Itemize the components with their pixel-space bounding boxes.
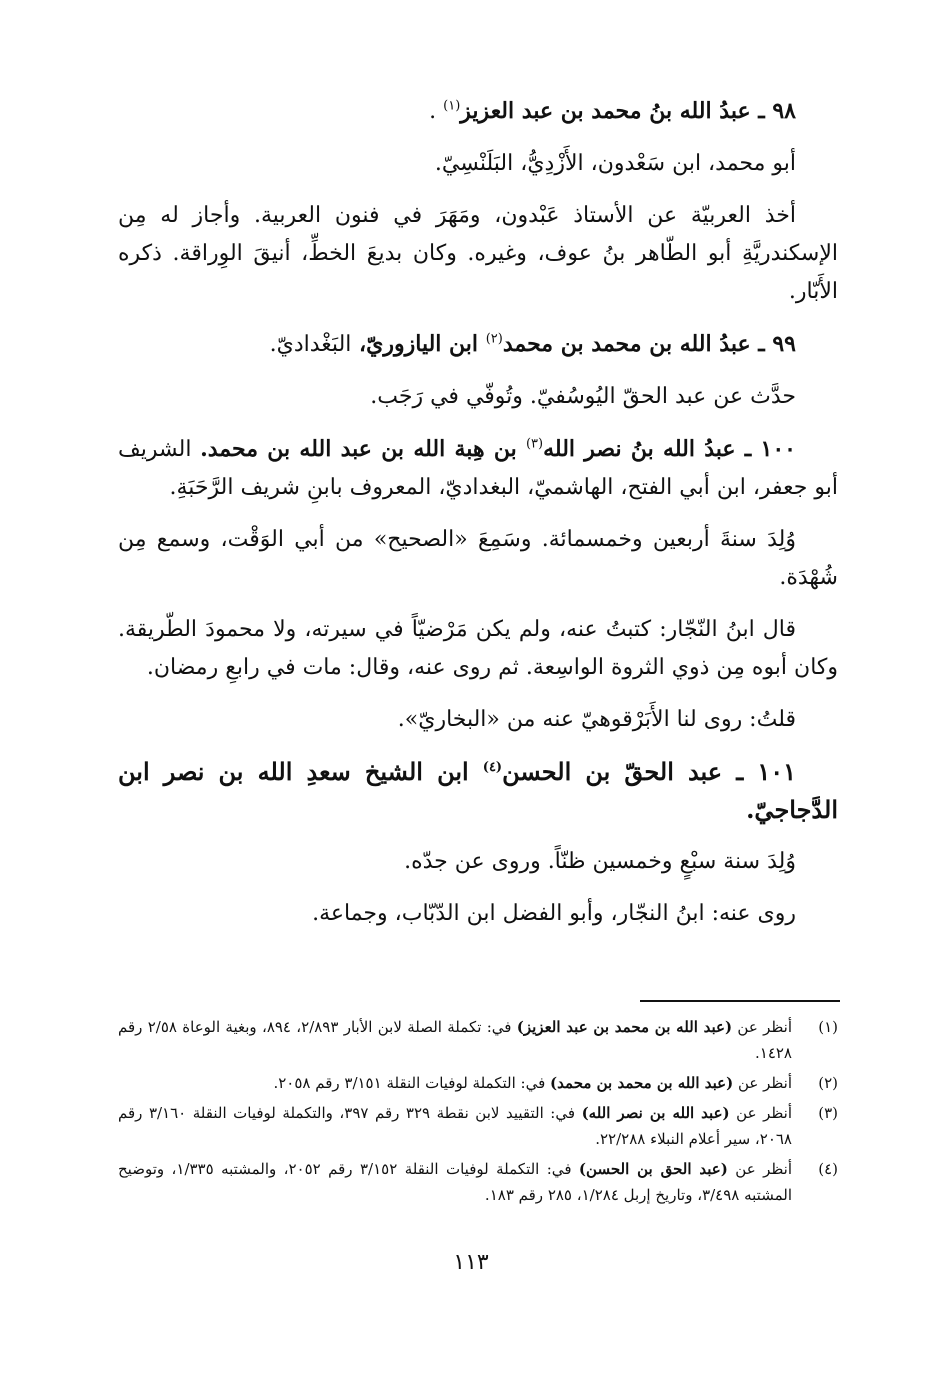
footnote-item (118, 1156, 838, 1208)
entry-100-description: الشريف أبو جعفر، ابن أبي الفتح، الهاشميّ، البغداديّ، المعروف بابنِ شريف الرَّحَبَةِ. (118, 437, 838, 500)
footnote-subject: (عبد الله بن نصر الله) (581, 1104, 730, 1122)
entry-98-paragraph: أبو محمد، ابن سَعْدون، الأَزْدِيُّ، البَلَنْسِيّ. (434, 151, 796, 176)
entry-99-heading-tail: ابن اليازوريّ، (351, 331, 486, 357)
entry-100-paragraph: قلتُ: روى لنا الأَبَرْقوهيّ عنه من «البخاريّ». (397, 707, 796, 732)
footnotes (118, 1014, 838, 1212)
entry-98-heading-tail: . (429, 99, 444, 124)
entry-100-heading (118, 430, 838, 507)
entry-98-name: ٩٨ ـ عبدُ الله بنُ محمد بن عبد العزيز (460, 98, 796, 124)
footnote-ref-2: (٢) (485, 331, 503, 347)
entry-99-name: ٩٩ ـ عبدُ الله بن محمد بن محمد (502, 331, 796, 357)
footnote-ref-3: (٣) (525, 436, 544, 452)
footnote-ref-1: (١) (443, 98, 461, 114)
footnote-subject: (عبد الله بن محمد بن محمد) (550, 1074, 734, 1092)
entry-101-paragraph: روى عنه: ابنُ النجّار، وأبو الفضل ابن الدّبّاب، وجماعة. (312, 901, 796, 926)
footnote-ref-4: (٤) (482, 760, 503, 775)
footnote-pre: أنظر عن (733, 1074, 792, 1092)
entry-101-heading (118, 753, 838, 829)
footnote-pre: أنظر عن (727, 1160, 792, 1178)
page-body (118, 92, 838, 947)
footnote-text (118, 1070, 792, 1096)
footnote-item (118, 1014, 838, 1066)
entry-100-heading-tail: بن هِبة الله بن عبد الله بن محمد. (200, 436, 526, 462)
entry-101-name: ١٠١ ـ عبد الحقّ بن الحسن (502, 757, 796, 786)
footnote-subject: (عبد الحق بن الحسن) (578, 1160, 728, 1178)
page-number: ١١٣ (453, 1250, 489, 1275)
footnote-pre: أنظر عن (732, 1018, 793, 1036)
footnote-sources: في: تكملة الصلة لابن الأبار ٢/٨٩٣، ٨٩٤، وبغية الوعاة ٢/٥٨ رقم ١٤٢٨. (118, 1018, 792, 1062)
footnote-number: (١) (818, 1018, 838, 1036)
entry-100-paragraph: وُلِدَ سنةَ أربعين وخمسمائة. وسَمِعَ «الصحيح» من أبي الوَقْت، وسمع مِن شُهْدَة. (118, 527, 838, 590)
entry-100-paragraph: قال ابنُ النّجّار: كتبتُ عنه، ولم يكن مَرْضيّاً في سيرته، ولا محمودَ الطّريقة. وكان أبوه مِن ذوي الثروة الواسِعة. ثم روى عنه، وقال: مات في رابعِ رمضان. (118, 617, 838, 680)
entry-101-heading-tail: ابن الشيخ سعدِ الله بن نصر ابن الدَّجاجيّ. (118, 757, 838, 824)
footnote-number: (٤) (818, 1160, 838, 1178)
footnote-sources: في: التكملة لوفيات النقلة ٣/١٥٢ رقم ٢٠٥٢، والمشتبه ١/٣٣٥، وتوضيح المشتبه ٣/٤٩٨، وتاريخ إربل ١/٢٨٤، ٢٨٥ رقم ١٨٣. (118, 1160, 792, 1204)
entry-99-nisba: البَغْداديّ. (269, 332, 352, 357)
footnote-number: (٣) (818, 1104, 838, 1122)
entry-101-paragraph: وُلِدَ سنة سبْعٍ وخمسين ظنّاً. وروى عن جدّه. (404, 849, 796, 874)
footnote-text (118, 1014, 792, 1066)
footnote-text (118, 1156, 792, 1208)
footnote-pre: أنظر عن (729, 1104, 793, 1122)
entry-99-paragraph: حدَّث عن عبد الحقّ اليُوسُفيّ. وتُوفّي في رَجَب. (370, 384, 796, 409)
footnote-sources: في: التكملة لوفيات النقلة ٣/١٥١ رقم ٢٠٥٨. (273, 1074, 551, 1092)
footnote-divider (640, 1000, 840, 1002)
footnote-item (118, 1100, 838, 1152)
footnote-number: (٢) (818, 1074, 838, 1092)
entry-99-heading (118, 325, 838, 364)
entry-98-paragraph: أخذ العربيّة عن الأستاذ عَبْدون، ومَهَرَ في فنون العربية. وأجاز له مِن الإسكندريَّةِ أبو الطّاهر بنُ عوف، وغيره. وكان بديعَ الخطِّ، أنيقَ الوِراقة. ذكره الأَبّار. (118, 203, 838, 304)
entry-98-heading (118, 92, 838, 131)
entry-100-name: ١٠٠ ـ عبدُ الله بنُ نصر الله (543, 436, 796, 462)
footnote-text (118, 1100, 792, 1152)
footnote-sources: في: التقييد لابن نقطة ٣٢٩ رقم ٣٩٧، والتكملة لوفيات النقلة ٣/١٦٠ رقم ٢٠٦٨، سير أعلام النبلاء ٢٢/٢٨٨. (118, 1104, 792, 1148)
footnote-subject: (عبد الله بن محمد بن عبد العزيز) (516, 1018, 733, 1036)
footnote-item (118, 1070, 838, 1096)
